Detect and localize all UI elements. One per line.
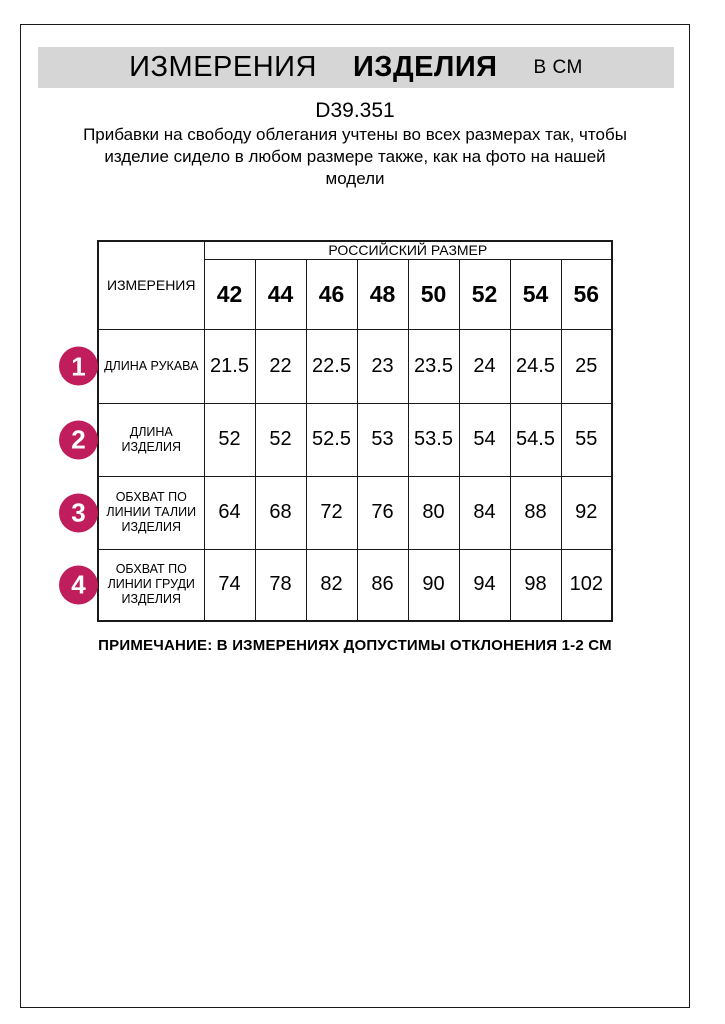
measurement-value-cell: 52.5 <box>306 403 357 476</box>
measurement-value-cell: 90 <box>408 549 459 621</box>
measurement-value-cell: 92 <box>561 476 612 549</box>
measurement-value-cell: 23 <box>357 329 408 403</box>
measurements-header-cell: ИЗМЕРЕНИЯ <box>98 241 204 329</box>
size-header-cell: 56 <box>561 259 612 329</box>
measurement-value-cell: 54 <box>459 403 510 476</box>
measurement-label: ОБХВАТ ПО ЛИНИИ ТАЛИИ ИЗДЕЛИЯ <box>106 490 197 534</box>
measurement-value-cell: 64 <box>204 476 255 549</box>
row-number-badge: 2 <box>59 420 98 459</box>
size-header-cell: 50 <box>408 259 459 329</box>
measurement-value-cell: 74 <box>204 549 255 621</box>
table-row <box>98 476 612 549</box>
measurement-value-cell: 94 <box>459 549 510 621</box>
measurement-value-cell: 52 <box>255 403 306 476</box>
measurement-value-cell: 98 <box>510 549 561 621</box>
size-header-cell: 54 <box>510 259 561 329</box>
measurement-value-cell: 23.5 <box>408 329 459 403</box>
fit-description: Прибавки на свободу облегания учтены во всех размерах так, чтобы изделие сидело в любом размере также, как на фото на нашей модели <box>83 125 627 188</box>
table-row <box>98 241 612 259</box>
table-row <box>98 403 612 476</box>
measurement-value-cell: 68 <box>255 476 306 549</box>
measurement-label: ДЛИНА РУКАВА <box>104 358 199 373</box>
measurement-value-cell: 21.5 <box>204 329 255 403</box>
measurement-label-cell <box>71 549 204 621</box>
measurement-value-cell: 55 <box>561 403 612 476</box>
page-title-measurements: ИЗМЕРЕНИЯ <box>129 51 317 83</box>
row-number-badge: 3 <box>59 493 98 532</box>
measurement-label: ОБХВАТ ПО ЛИНИИ ГРУДИ ИЗДЕЛИЯ <box>107 562 195 607</box>
measurement-value-cell: 80 <box>408 476 459 549</box>
measurement-value-cell: 72 <box>306 476 357 549</box>
tolerance-note: ПРИМЕЧАНИЕ: В ИЗМЕРЕНИЯХ ДОПУСТИМЫ ОТКЛОНЕНИЯ 1-2 СМ <box>98 637 612 654</box>
measurement-label-cell <box>71 329 204 403</box>
row-number-badge: 1 <box>59 347 98 386</box>
measurement-value-cell: 25 <box>561 329 612 403</box>
measurement-value-cell: 24 <box>459 329 510 403</box>
size-header-cell: 44 <box>255 259 306 329</box>
measurement-value-cell: 102 <box>561 549 612 621</box>
measurement-value-cell: 88 <box>510 476 561 549</box>
page-frame <box>20 24 690 1008</box>
page-title-unit: В СМ <box>533 56 583 78</box>
size-header-cell: 52 <box>459 259 510 329</box>
page-title-product: ИЗДЕЛИЯ <box>352 51 498 83</box>
measurement-label: ДЛИНА ИЗДЕЛИЯ <box>121 424 182 454</box>
size-header-cell: 42 <box>204 259 255 329</box>
measurement-label-cell <box>71 403 204 476</box>
measurement-value-cell: 76 <box>357 476 408 549</box>
measurement-value-cell: 84 <box>459 476 510 549</box>
row-number-badge: 4 <box>59 565 98 604</box>
table-row <box>98 549 612 621</box>
size-header-cell: 46 <box>306 259 357 329</box>
model-code: D39.351 <box>315 99 395 122</box>
measurement-value-cell: 53 <box>357 403 408 476</box>
measurement-value-cell: 78 <box>255 549 306 621</box>
measurement-value-cell: 54.5 <box>510 403 561 476</box>
size-system-header-cell: РОССИЙСКИЙ РАЗМЕР <box>204 241 612 259</box>
measurement-value-cell: 22 <box>255 329 306 403</box>
measurement-label-cell <box>71 476 204 549</box>
measurement-value-cell: 24.5 <box>510 329 561 403</box>
size-measurements-table <box>71 240 613 622</box>
measurement-value-cell: 52 <box>204 403 255 476</box>
measurement-value-cell: 53.5 <box>408 403 459 476</box>
measurement-value-cell: 82 <box>306 549 357 621</box>
size-header-cell: 48 <box>357 259 408 329</box>
measurement-value-cell: 22.5 <box>306 329 357 403</box>
measurement-value-cell: 86 <box>357 549 408 621</box>
table-row <box>98 329 612 403</box>
title-bar <box>38 47 674 88</box>
